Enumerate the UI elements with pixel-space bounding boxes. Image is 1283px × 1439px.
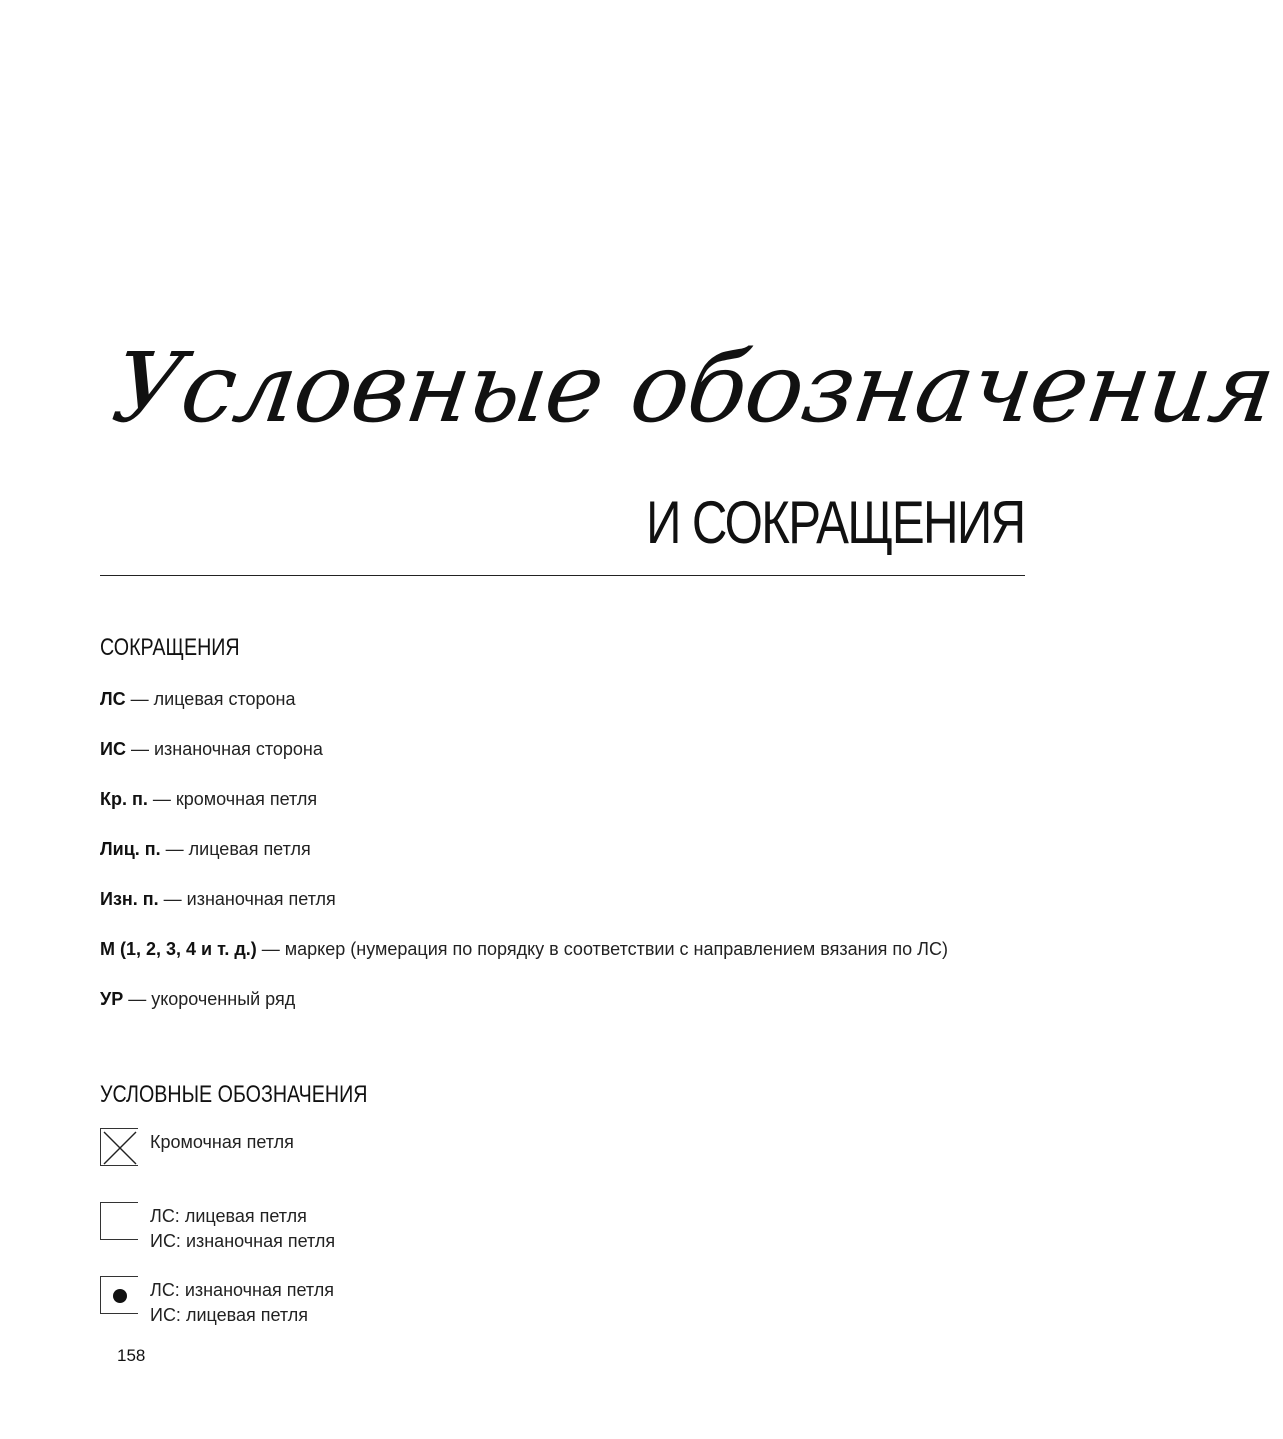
abbreviation-term: М (1, 2, 3, 4 и т. д.) bbox=[100, 939, 257, 959]
legend-line-1: ЛС: изнаночная петля bbox=[150, 1280, 334, 1300]
abbreviation-item bbox=[100, 686, 948, 736]
abbreviation-definition: — лицевая петля bbox=[160, 839, 311, 859]
abbreviation-definition: — маркер (нумерация по порядку в соответствии с направлением вязания по ЛС) bbox=[256, 939, 948, 959]
legend-text bbox=[150, 1130, 294, 1155]
abbreviation-item bbox=[100, 786, 948, 836]
legend-line-1: ЛС: лицевая петля bbox=[150, 1206, 307, 1226]
abbreviation-definition: — укороченный ряд bbox=[123, 989, 296, 1009]
abbreviations-heading: СОКРАЩЕНИЯ bbox=[100, 634, 240, 661]
legend-line-1: Кромочная петля bbox=[150, 1132, 294, 1152]
abbreviation-definition: — лицевая сторона bbox=[125, 689, 296, 709]
page-number: 158 bbox=[117, 1346, 146, 1365]
legend-text bbox=[150, 1204, 335, 1254]
abbreviation-term: ЛС bbox=[100, 689, 126, 709]
abbreviation-item bbox=[100, 986, 948, 1036]
abbreviation-term: Изн. п. bbox=[100, 889, 159, 909]
legend-heading: УСЛОВНЫЕ ОБОЗНАЧЕНИЯ bbox=[100, 1081, 368, 1108]
abbreviations-list bbox=[100, 686, 948, 1036]
abbreviation-term: УР bbox=[100, 989, 124, 1009]
legend-line-2: ИС: изнаночная петля bbox=[150, 1231, 336, 1251]
legend-line-2: ИС: лицевая петля bbox=[150, 1305, 308, 1325]
dot-icon bbox=[100, 1276, 138, 1314]
abbreviation-term: ИС bbox=[100, 739, 126, 759]
abbreviation-definition: — изнаночная петля bbox=[158, 889, 336, 909]
abbreviation-definition: — кромочная петля bbox=[147, 789, 318, 809]
abbreviation-item bbox=[100, 836, 948, 886]
cross-icon bbox=[100, 1128, 138, 1166]
abbreviation-item bbox=[100, 936, 948, 986]
empty-square-icon bbox=[100, 1202, 138, 1240]
abbreviation-item bbox=[100, 886, 948, 936]
caps-title: И СОКРАЩЕНИЯ bbox=[646, 489, 1025, 556]
script-title: Условные обозначения bbox=[106, 332, 1281, 444]
abbreviation-item bbox=[100, 736, 948, 786]
legend-text bbox=[150, 1278, 334, 1328]
title-divider bbox=[100, 575, 1025, 576]
abbreviation-term: Лиц. п. bbox=[100, 839, 161, 859]
abbreviation-definition: — изнаночная сторона bbox=[125, 739, 323, 759]
abbreviation-term: Кр. п. bbox=[100, 789, 148, 809]
